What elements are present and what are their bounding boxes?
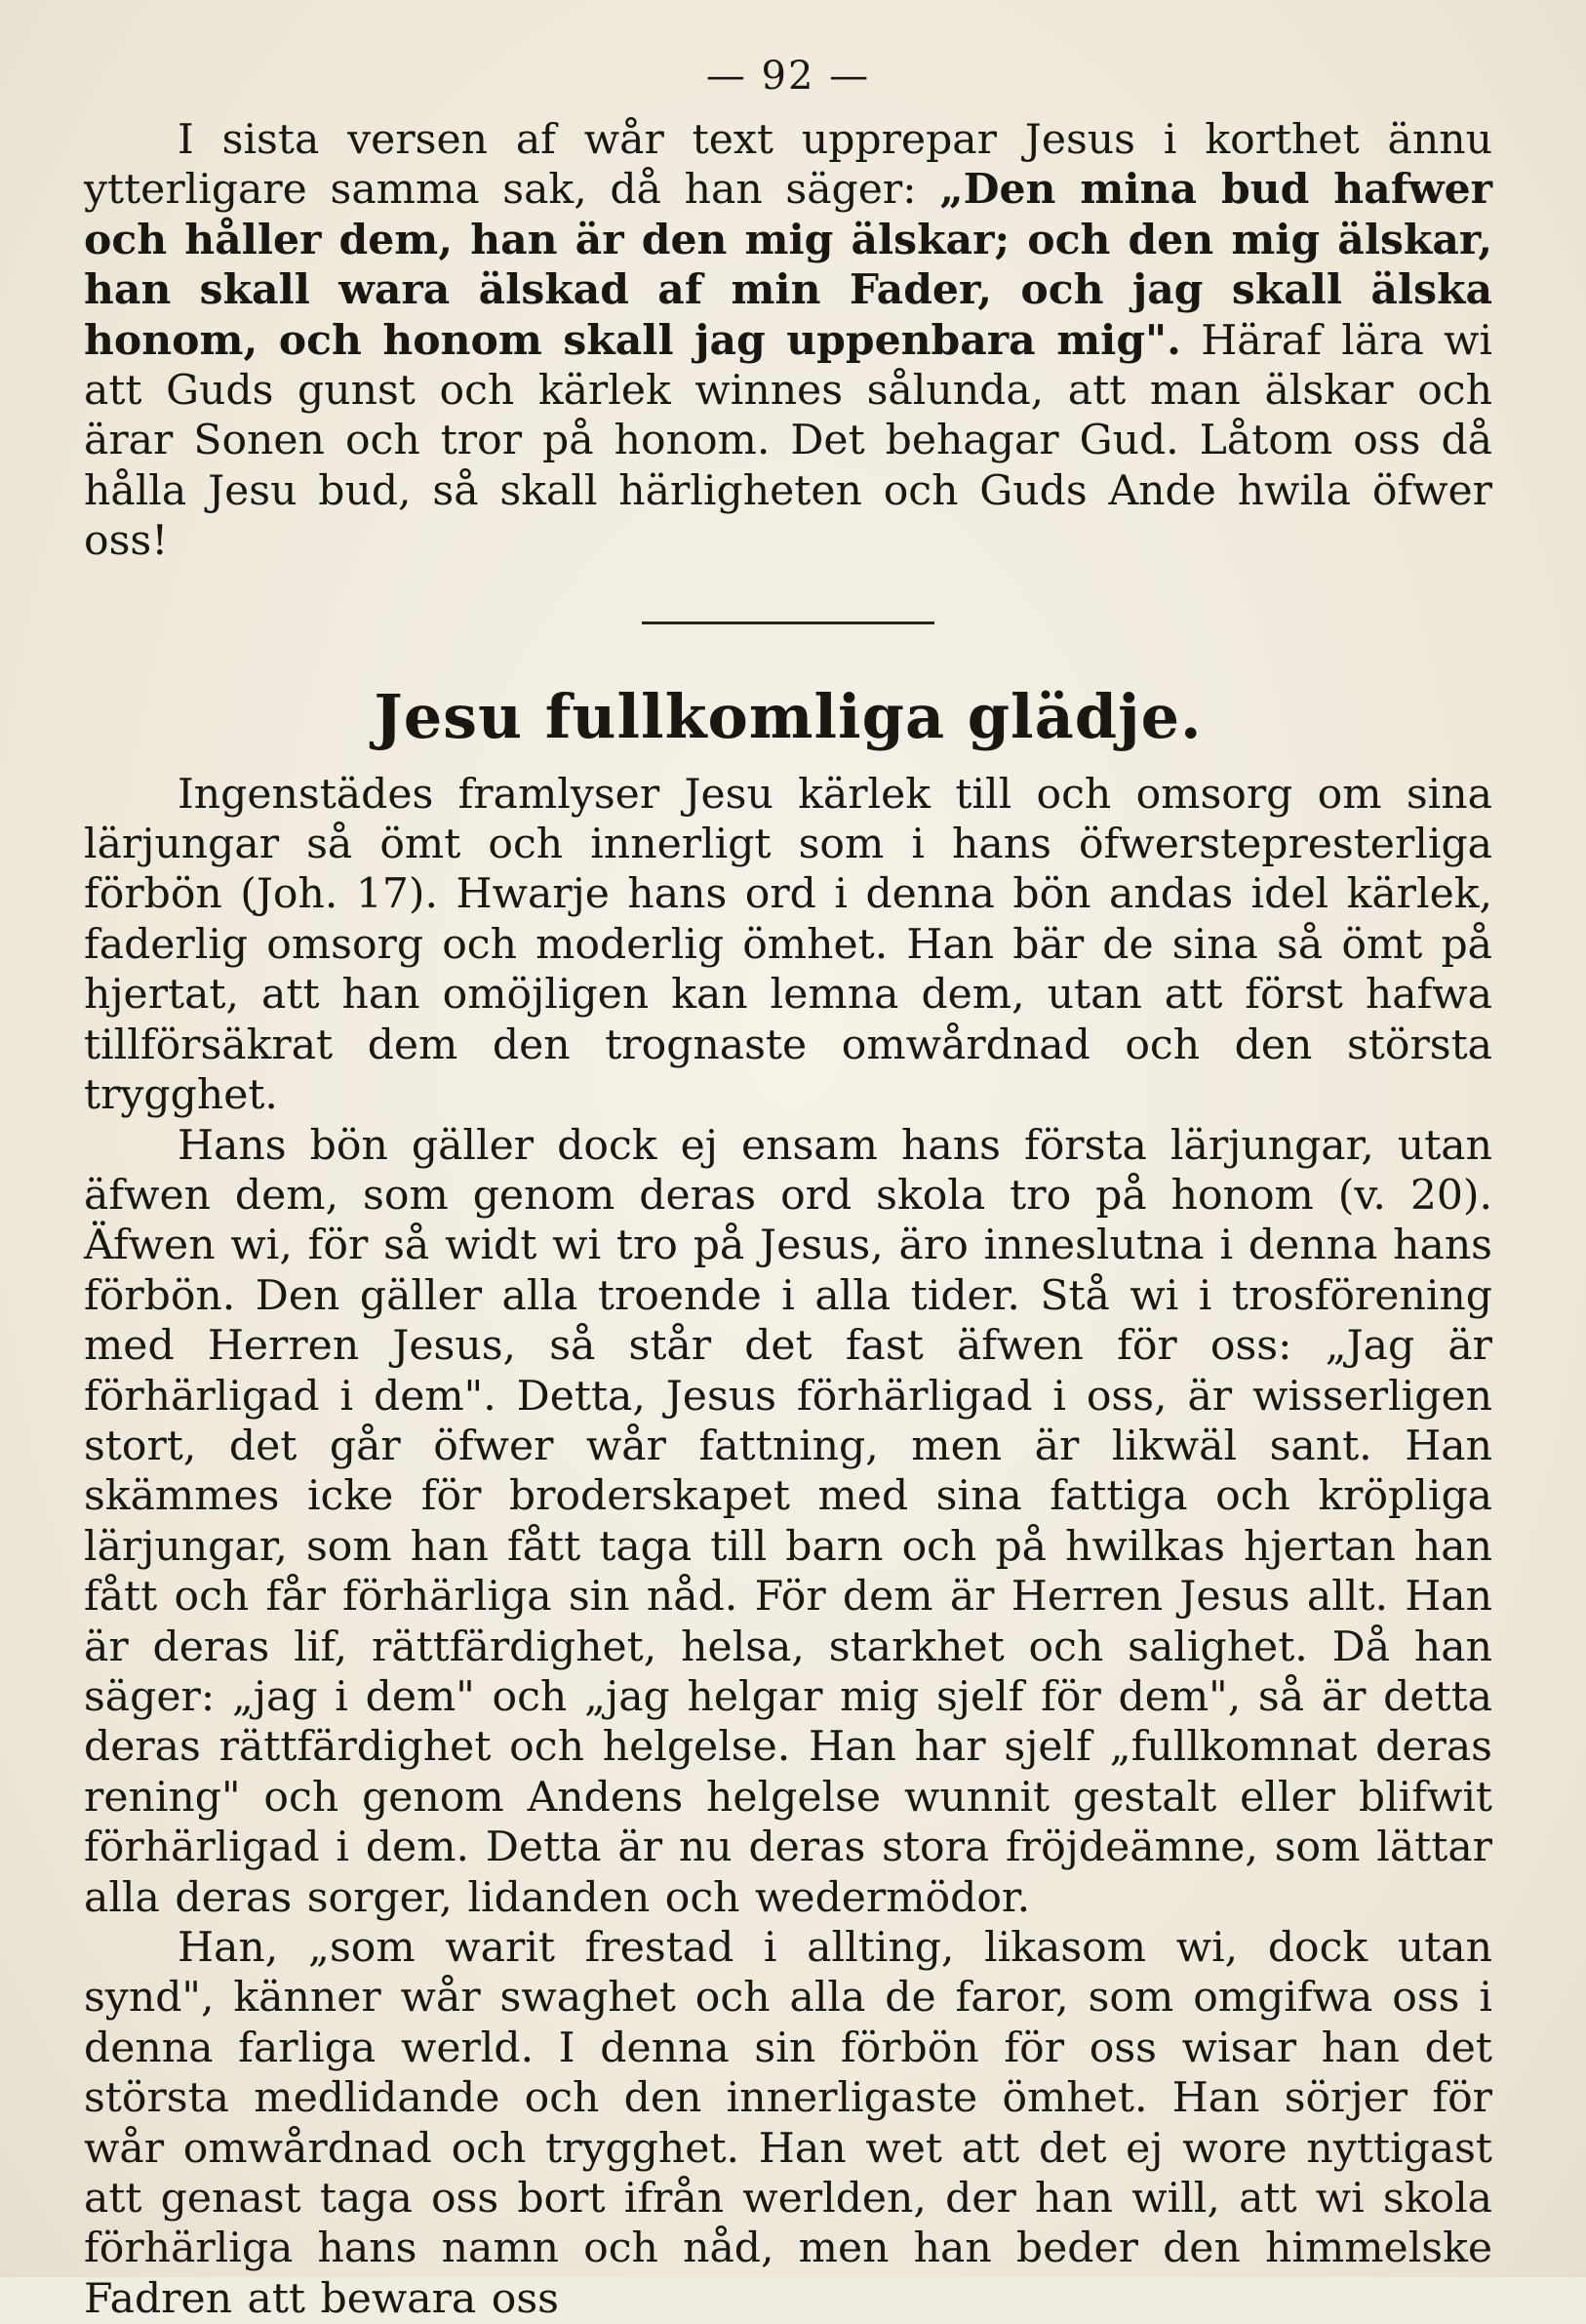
page-number: — 92 — (705, 54, 871, 99)
intro-text-end: Häraf lära wi att Guds gunst och kärlek winnes sålunda, att man älskar och ärar Sonen och tror på honom. Det behagar Gud. Låtom oss då hålla Jesu bud, så skall härligheten och Guds Ande hwila öfwer oss! (84, 316, 1492, 566)
body-paragraph-3: Han, „som warit frestad i allting, likasom wi, dock utan synd", känner wår swaghet och alla de faror, som omgifwa oss i denna farliga werld. I denna sin förbön för oss wisar han det största medlidande och den innerligaste ömhet. Han sörjer för wår omwårdnad och trygghet. Han wet att det ej wore nyttigast att genast taga oss bort ifrån werlden, der han will, att wi skola förhärliga hans namn och nåd, men han beder den himmelske Fadren att bewara oss (84, 1924, 1492, 2323)
intro-paragraph (84, 115, 1492, 567)
bible-quote: „Den mina bud hafwer och håller dem, han är den mig älskar; och den mig älskar, han skall wara älskad af min Fader, och jag skall älska honom, och honom skall jag uppenbara mig". (84, 165, 1492, 365)
body-paragraph-1: Ingenstädes framlyser Jesu kärlek till och omsorg om sina lärjungar så ömt och innerligt som i hans öfwerstepresterliga förbön (Joh. 17). Hwarje hans ord i denna bön andas idel kärlek, faderlig omsorg och moderlig ömhet. Han bär de sina så ömt på hjertat, att han omöjligen kan lemna dem, utan att först hafwa tillförsäkrat dem den trognaste omwårdnad och den största trygghet. (84, 770, 1492, 1120)
section-title: Jesu fullkomliga glädje. (374, 680, 1203, 752)
intro-text-start: I sista versen af wår text upprepar Jesus i korthet ännu ytterligare samma sak, då han säger: (84, 116, 1492, 215)
section-divider (642, 621, 934, 624)
body-paragraph-2: Hans bön gäller dock ej ensam hans första lärjungar, utan äfwen dem, som genom deras ord skola tro på honom (v. 20). Äfwen wi, för så widt wi tro på Jesus, äro inneslutna i denna hans förbön. Den gäller alla troende i alla tider. Stå wi i trosförening med Herren Jesus, så står det fast äfwen för oss: „Jag är förhärligad i dem". Detta, Jesus förhärligad i oss, är wisserligen stort, det går öfwer wår fattning, men är likwäl sant. Han skämmes icke för broderskapet med sina fattiga och kröpliga lärjungar, som han fått taga till barn och på hwilkas hjertan han fått och får förhärliga sin nåd. För dem är Herren Jesus allt. Han är deras lif, rättfärdighet, helsa, starkhet och salighet. Då han säger: „jag i dem" och „jag helgar mig sjelf för dem", så är detta deras rättfärdighet och helgelse. Han har sjelf „fullkomnat deras rening" och genom Andens helgelse wunnit gestalt eller blifwit förhärligad i dem. Detta är nu deras stora fröjdeämne, som lättar alla deras sorger, lidanden och wedermödor. (84, 1121, 1492, 1922)
